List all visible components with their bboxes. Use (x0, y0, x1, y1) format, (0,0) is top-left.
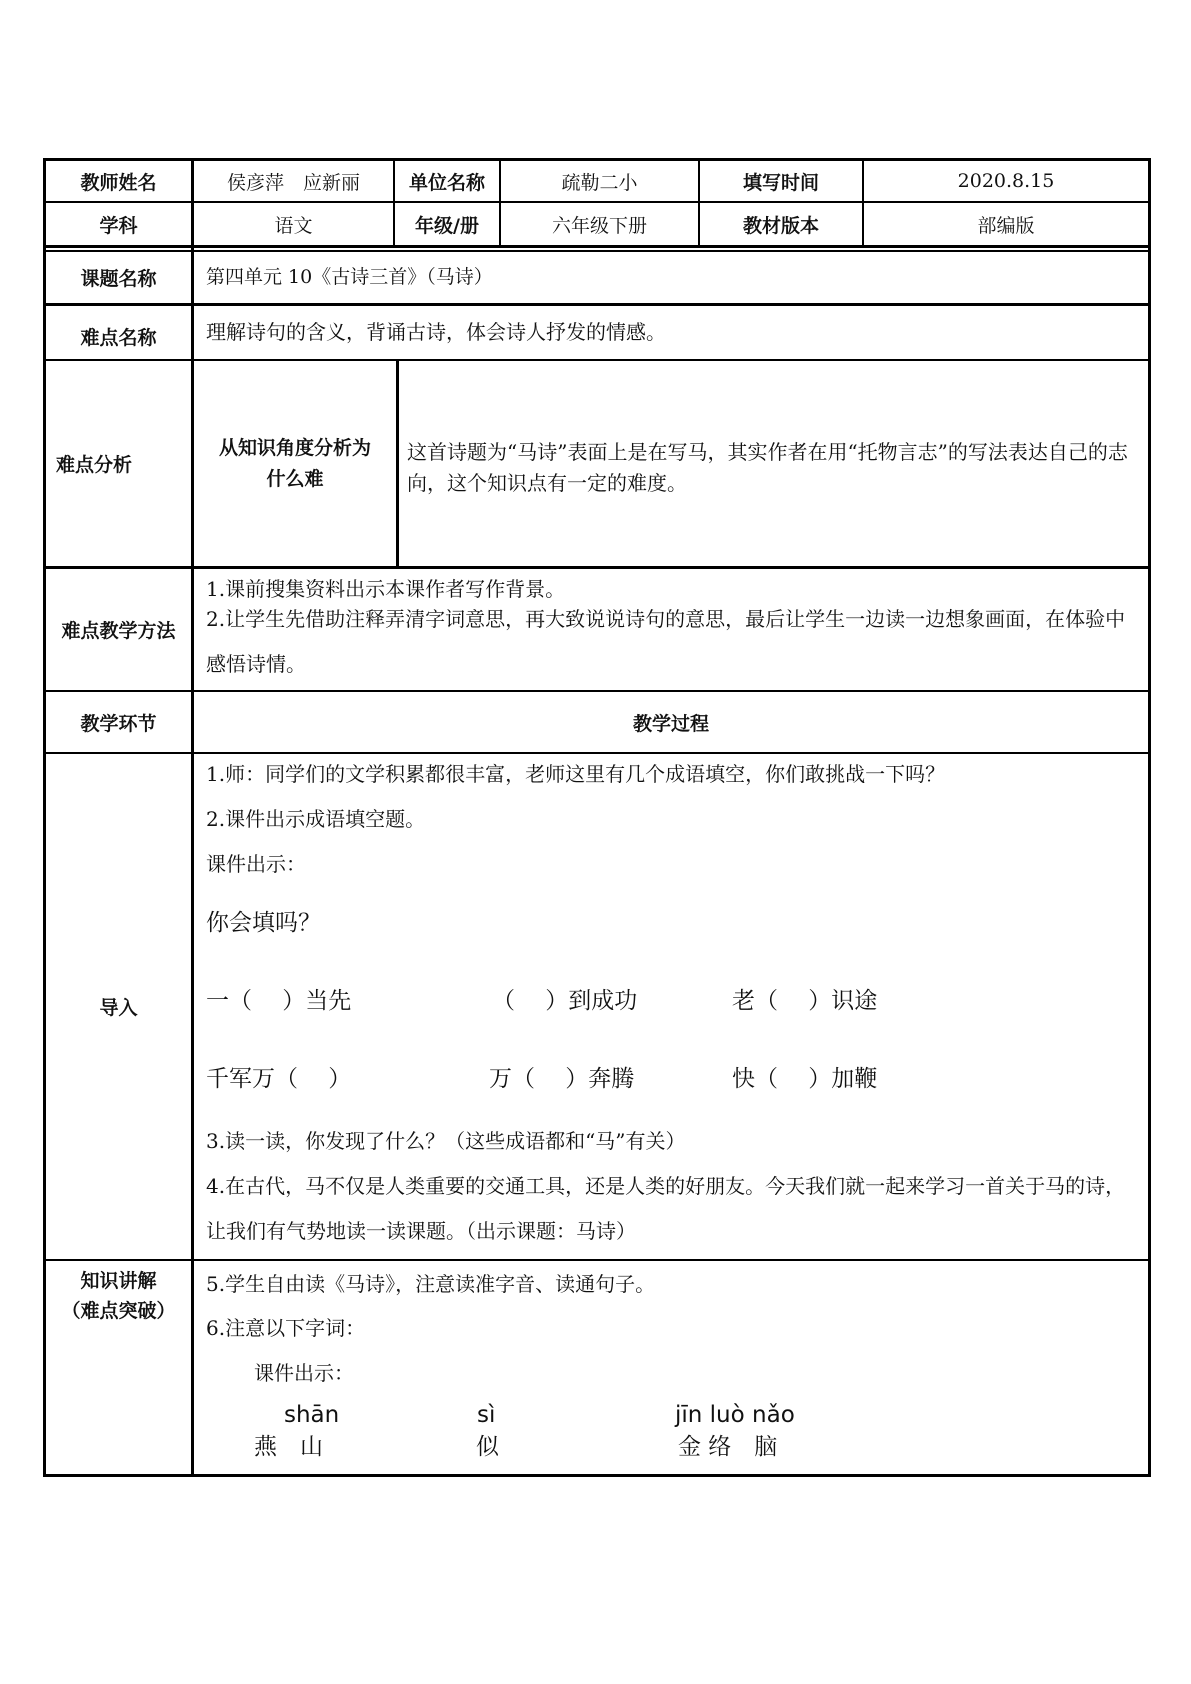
pinyin-1: shān (284, 1402, 340, 1428)
teacher-name-label: 教师姓名 (80, 171, 157, 194)
knowledge-line2: 6.注意以下字词： (206, 1316, 366, 1340)
idiom-3: 老（ ）识途 (732, 988, 878, 1014)
intro-line2: 2.课件出示成语填空题。 (206, 807, 426, 831)
analysis-sublabel (194, 361, 396, 566)
teacher-name-value: 侯彦萍 应新丽 (226, 171, 360, 194)
intro-line3: 课件出示： (206, 852, 306, 876)
edition-label: 教材版本 (742, 214, 819, 237)
method-label: 难点教学方法 (61, 620, 176, 642)
quiz-title: 你会填吗？ (206, 910, 321, 936)
knowledge-line1: 5.学生自由读《马诗》，注意读准字音、读通句子。 (206, 1272, 656, 1296)
subject-value: 语文 (274, 214, 313, 237)
analysis-sublabel-line1: 从知识角度分析为 (218, 436, 371, 459)
unit-name-label: 单位名称 (408, 171, 485, 194)
teaching-stage-header: 教学环节 (80, 712, 157, 735)
pinyin-3: jīn luò nǎo (675, 1402, 795, 1428)
knowledge-label-line2: （难点突破） (61, 1300, 176, 1322)
grade-value: 六年级下册 (551, 214, 647, 237)
method-line1: 1.课前搜集资料出示本课作者写作背景。 (206, 577, 566, 601)
analysis-label: 难点分析 (56, 454, 133, 476)
analysis-sublabel-line2: 什么难 (266, 467, 324, 490)
topic-value: 第四单元 10《古诗三首》（马诗） (206, 266, 493, 288)
unit-name-value: 疏勒二小 (561, 171, 638, 194)
knowledge-line3: 课件出示： (254, 1361, 354, 1385)
topic-label: 课题名称 (80, 268, 157, 290)
word-1: 燕 山 (254, 1434, 323, 1460)
fill-date-value: 2020.8.15 (957, 170, 1055, 192)
idiom-4: 千军万（ ） (206, 1066, 352, 1092)
subject-label: 学科 (99, 214, 138, 237)
difficulty-value: 理解诗句的含义，背诵古诗，体会诗人抒发的情感。 (206, 320, 666, 344)
idiom-6: 快（ ）加鞭 (732, 1066, 878, 1092)
idiom-5: 万（ ）奔腾 (489, 1066, 635, 1092)
knowledge-label (46, 1266, 191, 1326)
method-line2: 2.让学生先借助注释弄清字词意思，再大致说说诗句的意思，最后让学生一边读一边想象画面，在体验中感悟诗情。 (206, 607, 1126, 676)
difficulty-label: 难点名称 (80, 326, 157, 349)
intro-line4: 3.读一读，你发现了什么？（这些成语都和“马”有关） (206, 1129, 686, 1153)
pinyin-2: sì (477, 1402, 496, 1428)
analysis-value: 这首诗题为“马诗”表面上是在写马，其实作者在用“托物言志”的写法表达自己的志向，这个知识点有一定的难度。 (407, 440, 1128, 495)
teaching-process-header: 教学过程 (632, 712, 709, 735)
fill-date-label: 填写时间 (742, 171, 819, 194)
edition-value: 部编版 (977, 214, 1035, 237)
idiom-1: 一（ ）当先 (206, 988, 352, 1014)
word-2: 似 (476, 1434, 499, 1460)
intro-label: 导入 (99, 997, 138, 1019)
knowledge-label-line1: 知识讲解 (80, 1270, 157, 1292)
word-3: 金 络 脑 (678, 1434, 778, 1460)
grade-label: 年级/册 (415, 214, 479, 237)
idiom-2: （ ）到成功 (492, 988, 638, 1014)
intro-line1: 1.师：同学们的文学积累都很丰富，老师这里有几个成语填空，你们敢挑战一下吗？ (206, 762, 946, 786)
intro-line5: 4.在古代，马不仅是人类重要的交通工具，还是人类的好朋友。今天我们就一起来学习一首关于马的诗，让我们有气势地读一读课题。（出示课题：马诗） (206, 1174, 1126, 1243)
